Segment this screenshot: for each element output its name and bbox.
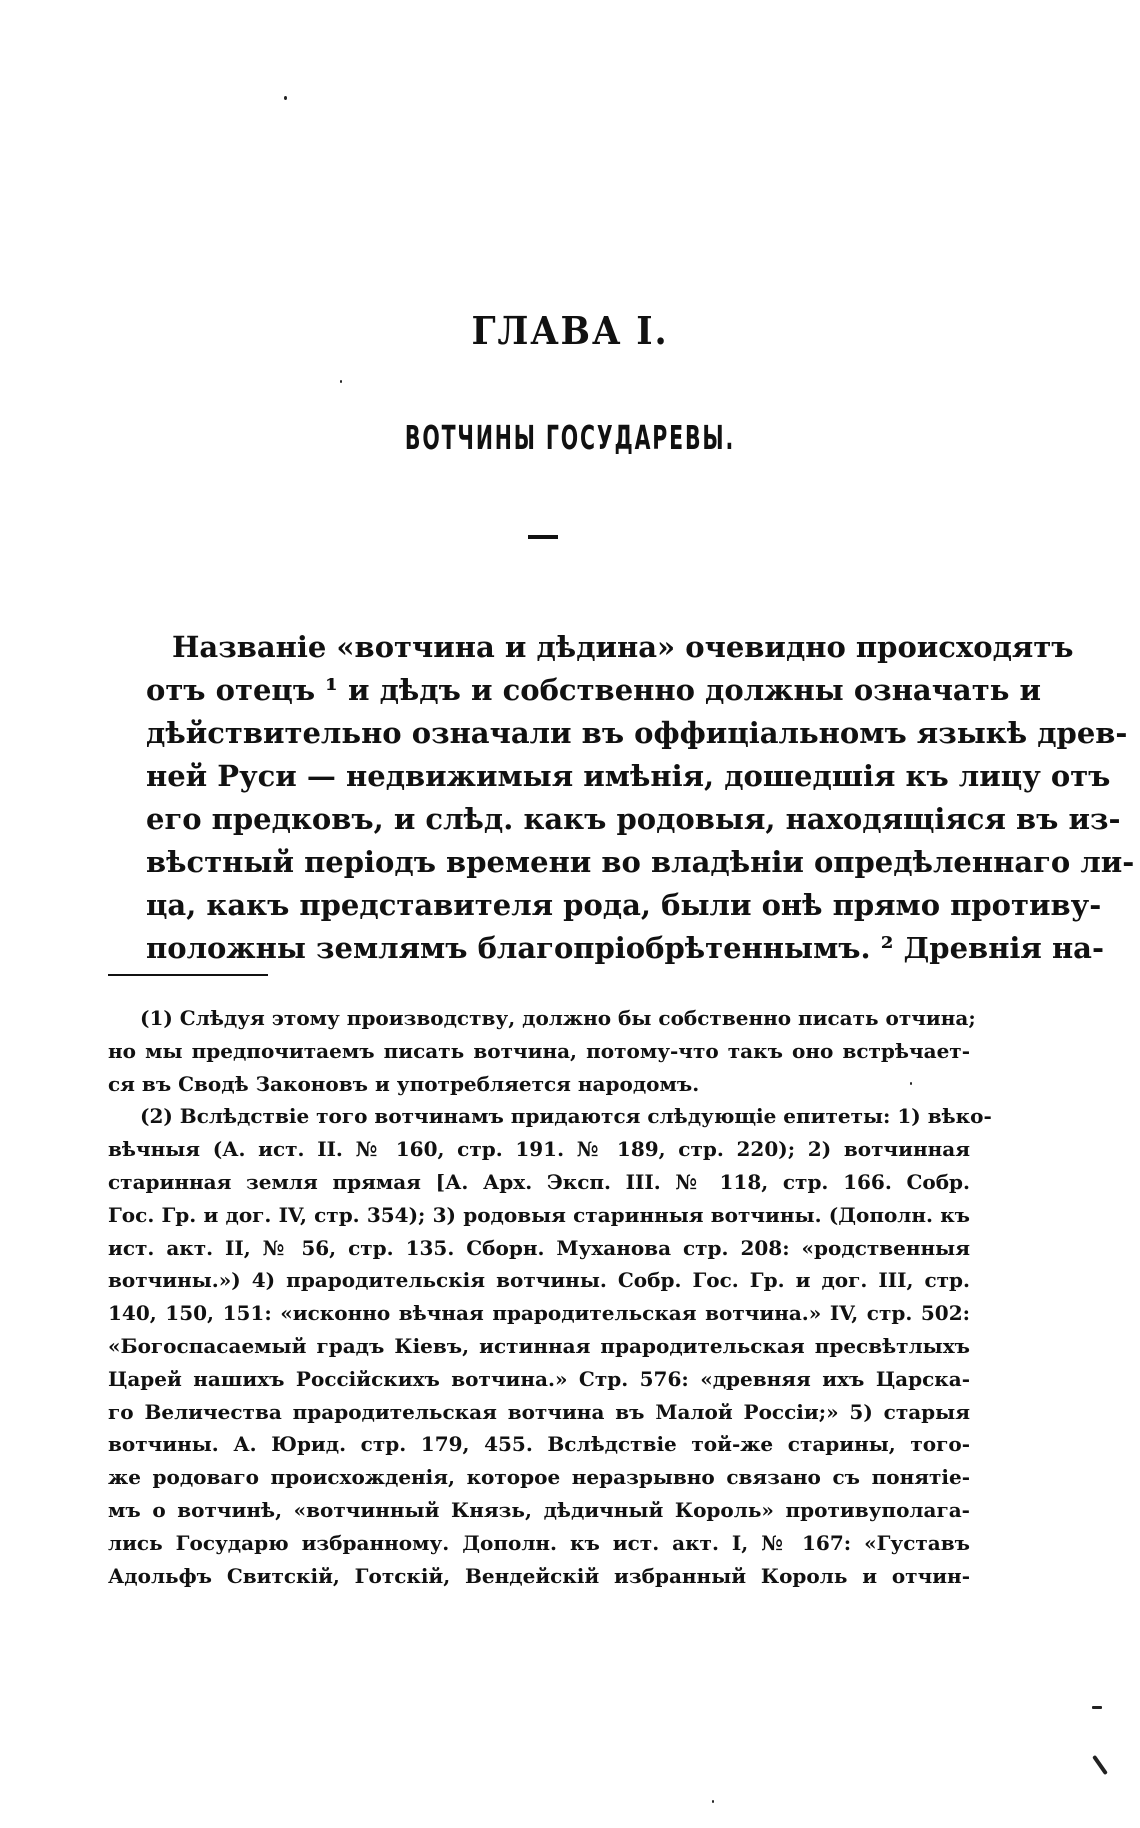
scan-speck — [1092, 1755, 1108, 1775]
main-text-line: отъ отецъ ¹ и дѣдъ и собственно должны означать и — [146, 673, 1041, 707]
footnote-line: (2) Вслѣдствіе того вотчинамъ придаются слѣдующіе епитеты: 1) вѣко- — [140, 1104, 992, 1129]
footnote-line: вотчины.») 4) прародительскія вотчины. Собр. Гос. Гр. и дог. III, стр. — [108, 1268, 970, 1293]
footnote-line: лись Государю избранному. Дополн. къ ист. акт. I, № 167: «Густавъ — [108, 1530, 970, 1555]
footnote-divider — [108, 974, 268, 976]
footnote-line: Адольфъ Свитскій, Готскій, Вендейскій избранный Король и отчин- — [108, 1563, 970, 1588]
footnote-line: старинная земля прямая [А. Арх. Эксп. III. № 118, стр. 166. Собр. — [108, 1169, 970, 1194]
footnote-line: ся въ Сводѣ Законовъ и употребляется народомъ. — [108, 1071, 700, 1096]
footnote-line: мъ о вотчинѣ, «вотчинный Князь, дѣдичный Король» противуполага- — [108, 1497, 970, 1522]
footnote-line: но мы предпочитаемъ писать вотчина, потому-что такъ оно встрѣчает- — [108, 1038, 970, 1063]
main-paragraph — [146, 626, 1135, 970]
footnote-line: Гос. Гр. и дог. IV, стр. 354); 3) родовыя старинныя вотчины. (Дополн. къ — [108, 1202, 970, 1227]
main-text-line: ней Руси — недвижимыя имѣнія, дошедшія къ лицу отъ — [146, 759, 1111, 793]
scan-speck — [284, 96, 287, 100]
scan-speck — [1092, 1706, 1102, 1709]
footnote-line: 140, 150, 151: «исконно вѣчная прародительская вотчина.» IV, стр. 502: — [108, 1301, 970, 1326]
main-text-line: Названіе «вотчина и дѣдина» очевидно происходятъ — [172, 630, 1074, 664]
main-text-line: ца, какъ представителя рода, были онѣ прямо противу- — [146, 888, 1102, 922]
footnotes — [108, 1002, 992, 1592]
main-text-line: вѣстный періодъ времени во владѣніи опредѣленнаго ли- — [146, 845, 1135, 879]
footnote-line: «Богоспасаемый градъ Кіевъ, истинная прародительская пресвѣтлыхъ — [108, 1333, 970, 1358]
footnote-line: (1) Слѣдуя этому производству, должно бы собственно писать отчина; — [140, 1006, 976, 1030]
footnote-line: вѣчныя (А. ист. II. № 160, стр. 191. № 189, стр. 220); 2) вотчинная — [108, 1137, 970, 1162]
scan-speck — [340, 380, 342, 383]
chapter-title: ГЛАВА I. — [471, 308, 669, 353]
footnote-line: же родоваго происхожденія, которое неразрывно связано съ понятіе- — [108, 1465, 970, 1490]
scan-speck — [910, 1082, 912, 1085]
footnote-line: Царей нашихъ Россійскихъ вотчина.» Стр. 576: «древняя ихъ Царска- — [108, 1366, 970, 1391]
footnote-line: вотчины. А. Юрид. стр. 179, 455. Вслѣдствіе той-же старины, того- — [108, 1432, 970, 1457]
footnote-line: ист. акт. II, № 56, стр. 135. Сборн. Муханова стр. 208: «родственныя — [108, 1235, 970, 1260]
chapter-subtitle: ВОТЧИНЫ ГОСУДАРЕВЫ. — [404, 418, 736, 457]
footnote-line: го Величества прародительская вотчина въ Малой Россіи;» 5) старыя — [108, 1399, 970, 1424]
main-text-line: положны землямъ благопріобрѣтеннымъ. ² Древнія на- — [146, 931, 1105, 965]
scan-speck — [712, 1800, 714, 1803]
title-divider — [528, 535, 558, 539]
main-text-line: его предковъ, и слѣд. какъ родовыя, находящіяся въ из- — [146, 802, 1121, 836]
main-text-line: дѣйствительно означали въ оффиціальномъ языкѣ древ- — [146, 716, 1128, 750]
